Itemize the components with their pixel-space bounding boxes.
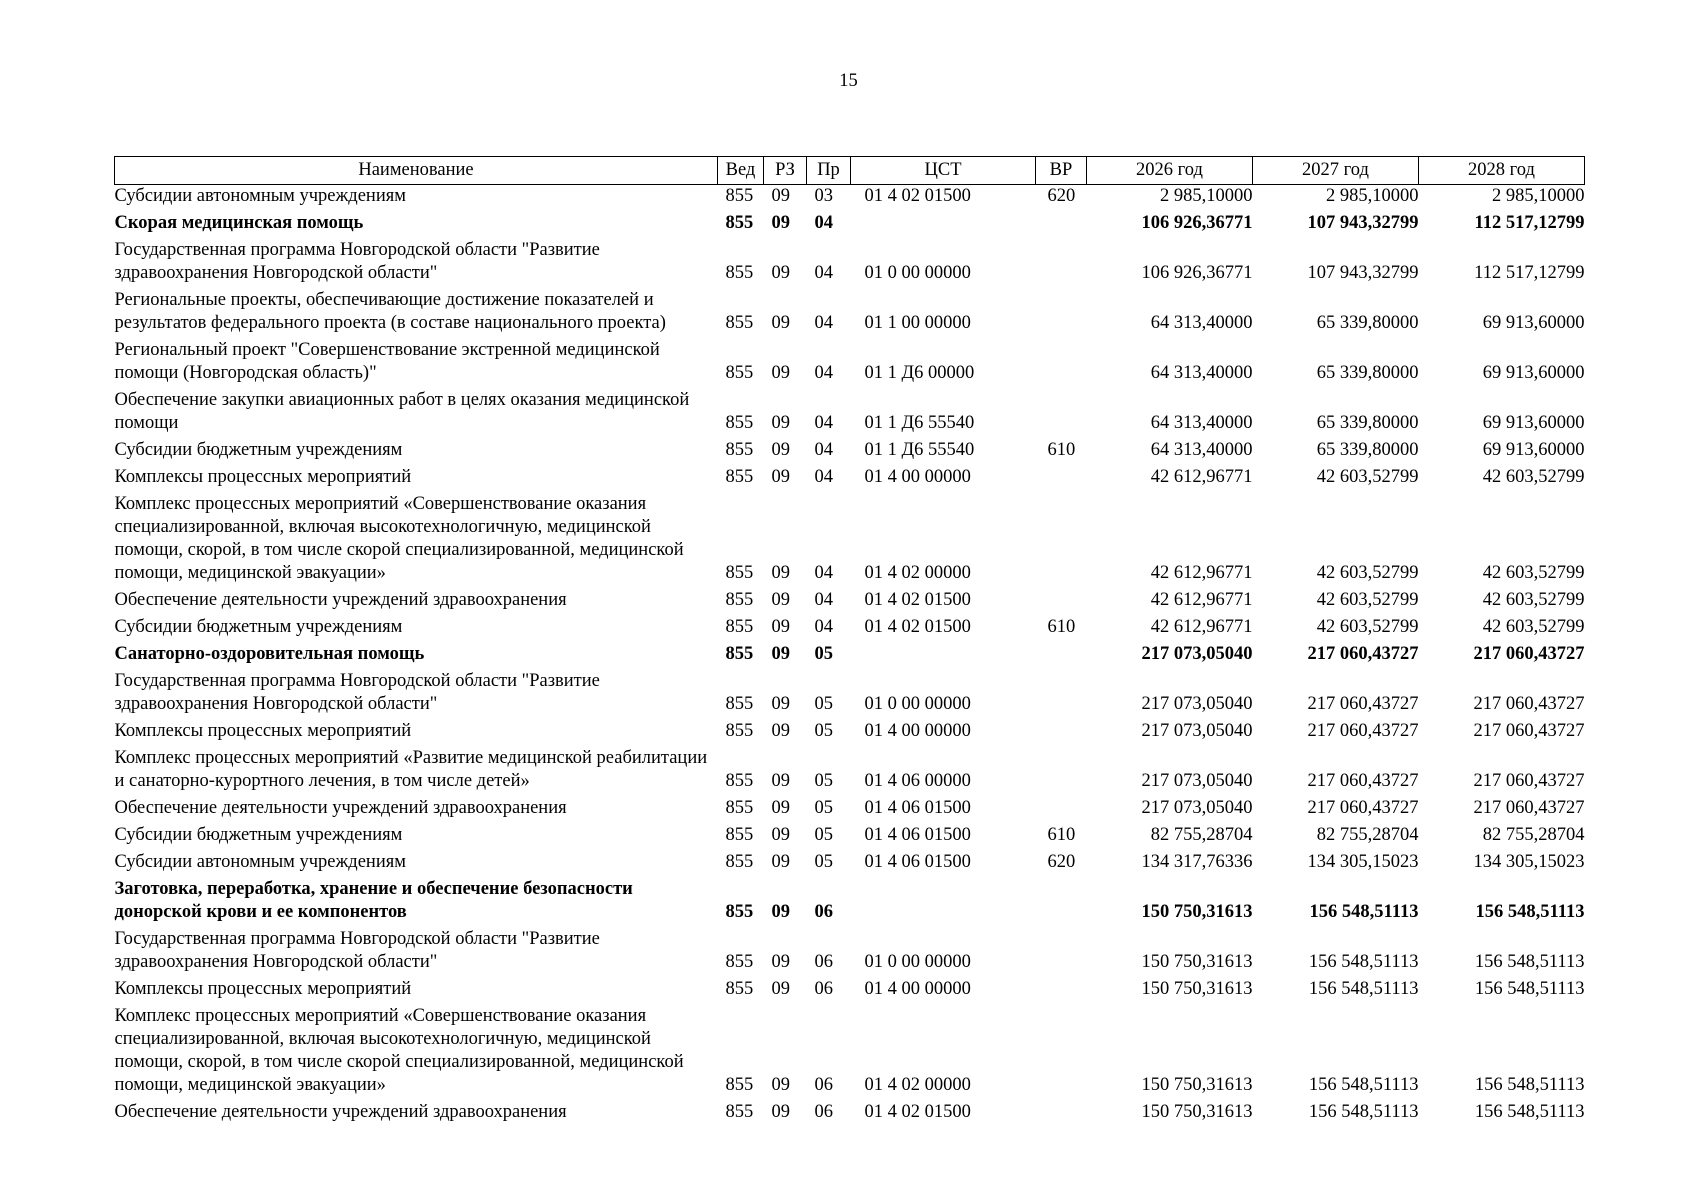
row-2026: 217 073,05040 xyxy=(1141,721,1253,741)
row-pr: 04 xyxy=(814,467,833,487)
row-2028: 217 060,43727 xyxy=(1473,798,1585,818)
row-cst xyxy=(851,208,1036,235)
row-2026: 217 073,05040 xyxy=(1141,644,1253,664)
header-name: Наименование xyxy=(115,157,718,185)
row-2026: 217 073,05040 xyxy=(1141,771,1253,791)
row-ved: 855 xyxy=(725,644,754,664)
table-row xyxy=(115,285,1585,335)
row-ved: 855 xyxy=(725,617,754,637)
table-row xyxy=(115,666,1585,716)
row-name: Комплекс процессных мероприятий «Совершенствование оказания специализированной, включая высокотехнологичную, медицинской помощи, скорой, в том числе скорой специализированной, медицинской помощи, медицинской эвакуации» xyxy=(114,1006,684,1095)
row-cst: 01 4 00 00000 xyxy=(864,979,971,999)
row-vr xyxy=(1036,666,1087,716)
row-ved: 855 xyxy=(725,694,754,714)
row-ved: 855 xyxy=(725,721,754,741)
row-ved: 855 xyxy=(725,590,754,610)
row-cst: 01 4 06 01500 xyxy=(864,852,971,872)
row-name: Региональные проекты, обеспечивающие достижение показателей и результатов федерального проекта (в составе национального проекта) xyxy=(114,290,666,333)
row-ved: 855 xyxy=(725,1102,754,1122)
row-2026: 64 313,40000 xyxy=(1150,363,1253,383)
table-row xyxy=(115,462,1585,489)
row-2028: 134 305,15023 xyxy=(1473,852,1585,872)
row-2028: 112 517,12799 xyxy=(1474,213,1585,233)
row-2027: 217 060,43727 xyxy=(1307,798,1419,818)
row-cst xyxy=(851,639,1036,666)
row-name: Субсидии бюджетным учреждениям xyxy=(114,440,403,460)
row-cst xyxy=(851,874,1036,924)
row-2028: 69 913,60000 xyxy=(1482,313,1585,333)
row-2028: 217 060,43727 xyxy=(1473,694,1585,714)
row-pr: 06 xyxy=(814,979,833,999)
row-2027: 65 339,80000 xyxy=(1316,363,1419,383)
row-pr: 04 xyxy=(814,213,833,233)
header-ved: Вед xyxy=(718,157,764,185)
table-row xyxy=(115,820,1585,847)
table-row xyxy=(115,612,1585,639)
table-row xyxy=(115,385,1585,435)
row-2026: 64 313,40000 xyxy=(1150,313,1253,333)
row-rz: 09 xyxy=(771,590,790,610)
header-cst: ЦСТ xyxy=(851,157,1036,185)
table-body xyxy=(115,185,1585,1125)
row-2026: 2 985,10000 xyxy=(1160,186,1253,206)
row-2026: 217 073,05040 xyxy=(1141,798,1253,818)
row-2026: 150 750,31613 xyxy=(1141,902,1253,922)
row-2026: 42 612,96771 xyxy=(1150,563,1253,583)
row-ved: 855 xyxy=(725,186,754,206)
table-row xyxy=(115,585,1585,612)
row-2028: 112 517,12799 xyxy=(1474,263,1585,283)
row-ved: 855 xyxy=(725,952,754,972)
row-2026: 106 926,36771 xyxy=(1141,263,1253,283)
row-name: Государственная программа Новгородской области "Развитие здравоохранения Новгородской области" xyxy=(114,240,600,283)
table-row xyxy=(115,974,1585,1001)
row-ved: 855 xyxy=(725,979,754,999)
row-2026: 64 313,40000 xyxy=(1150,413,1253,433)
row-2026: 150 750,31613 xyxy=(1141,1102,1253,1122)
row-name: Скорая медицинская помощь xyxy=(114,213,364,233)
row-2026: 150 750,31613 xyxy=(1141,952,1253,972)
row-name: Комплекс процессных мероприятий «Развитие медицинской реабилитации и санаторно-курортного лечения, в том числе детей» xyxy=(114,748,708,791)
row-vr xyxy=(1036,716,1087,743)
row-vr xyxy=(1036,924,1087,974)
row-name: Государственная программа Новгородской области "Развитие здравоохранения Новгородской области" xyxy=(114,671,600,714)
row-2026: 106 926,36771 xyxy=(1141,213,1253,233)
row-ved: 855 xyxy=(725,902,754,922)
row-ved: 855 xyxy=(725,213,754,233)
row-ved: 855 xyxy=(725,313,754,333)
row-name: Субсидии бюджетным учреждениям xyxy=(114,617,403,637)
row-ved: 855 xyxy=(725,467,754,487)
row-2028: 69 913,60000 xyxy=(1482,413,1585,433)
header-2026: 2026 год xyxy=(1087,157,1253,185)
row-ved: 855 xyxy=(725,852,754,872)
row-2028: 156 548,51113 xyxy=(1474,979,1585,999)
row-2026: 134 317,76336 xyxy=(1141,852,1253,872)
row-pr: 06 xyxy=(814,952,833,972)
table-row xyxy=(115,335,1585,385)
row-2026: 150 750,31613 xyxy=(1141,1075,1253,1095)
row-2027: 156 548,51113 xyxy=(1308,1075,1419,1095)
row-ved: 855 xyxy=(725,1075,754,1095)
row-rz: 09 xyxy=(771,213,790,233)
row-vr xyxy=(1036,639,1087,666)
row-2026: 217 073,05040 xyxy=(1141,694,1253,714)
row-cst: 01 1 Д6 55540 xyxy=(864,440,975,460)
row-pr: 04 xyxy=(814,563,833,583)
row-cst: 01 4 02 01500 xyxy=(864,1102,971,1122)
row-cst: 01 4 00 00000 xyxy=(864,467,971,487)
row-cst: 01 4 02 00000 xyxy=(864,1075,971,1095)
row-2028: 42 603,52799 xyxy=(1482,617,1585,637)
row-rz: 09 xyxy=(771,952,790,972)
row-pr: 06 xyxy=(814,1102,833,1122)
row-vr xyxy=(1036,285,1087,335)
row-vr xyxy=(1036,974,1087,1001)
row-rz: 09 xyxy=(771,563,790,583)
row-pr: 04 xyxy=(814,313,833,333)
row-rz: 09 xyxy=(771,721,790,741)
row-cst: 01 4 06 00000 xyxy=(864,771,971,791)
row-2027: 42 603,52799 xyxy=(1316,617,1419,637)
row-vr: 610 xyxy=(1047,440,1076,460)
table-row xyxy=(115,489,1585,585)
row-rz: 09 xyxy=(771,440,790,460)
row-2028: 42 603,52799 xyxy=(1482,467,1585,487)
page-number: 15 xyxy=(839,71,858,91)
row-2027: 65 339,80000 xyxy=(1316,413,1419,433)
row-rz: 09 xyxy=(771,798,790,818)
table-row xyxy=(115,1097,1585,1124)
row-vr xyxy=(1036,1097,1087,1124)
row-ved: 855 xyxy=(725,798,754,818)
row-name: Санаторно-оздоровительная помощь xyxy=(114,644,425,664)
row-2027: 156 548,51113 xyxy=(1308,1102,1419,1122)
row-pr: 05 xyxy=(814,825,833,845)
row-2027: 156 548,51113 xyxy=(1309,902,1419,922)
row-pr: 04 xyxy=(814,617,833,637)
row-2028: 42 603,52799 xyxy=(1482,563,1585,583)
row-2026: 150 750,31613 xyxy=(1141,979,1253,999)
row-cst: 01 4 02 00000 xyxy=(864,563,971,583)
row-cst: 01 0 00 00000 xyxy=(864,694,971,714)
row-rz: 09 xyxy=(771,644,790,664)
row-2027: 42 603,52799 xyxy=(1316,563,1419,583)
row-2028: 156 548,51113 xyxy=(1475,902,1585,922)
row-cst: 01 4 02 01500 xyxy=(864,617,971,637)
row-2028: 217 060,43727 xyxy=(1473,644,1585,664)
row-vr xyxy=(1036,793,1087,820)
row-rz: 09 xyxy=(771,694,790,714)
table-row xyxy=(115,1001,1585,1097)
row-2028: 156 548,51113 xyxy=(1474,1102,1585,1122)
row-name: Обеспечение деятельности учреждений здравоохранения xyxy=(114,590,567,610)
table-row xyxy=(115,639,1585,666)
row-name: Региональный проект "Совершенствование экстренной медицинской помощи (Новгородская область)" xyxy=(114,340,660,383)
header-2027: 2027 год xyxy=(1253,157,1419,185)
row-rz: 09 xyxy=(771,979,790,999)
row-ved: 855 xyxy=(725,440,754,460)
row-rz: 09 xyxy=(771,313,790,333)
row-pr: 05 xyxy=(814,644,833,664)
row-rz: 09 xyxy=(771,852,790,872)
row-pr: 06 xyxy=(814,1075,833,1095)
row-rz: 09 xyxy=(771,413,790,433)
table-row xyxy=(115,793,1585,820)
row-2027: 65 339,80000 xyxy=(1316,440,1419,460)
row-2027: 217 060,43727 xyxy=(1307,644,1419,664)
table-row xyxy=(115,743,1585,793)
row-vr xyxy=(1036,235,1087,285)
row-vr: 620 xyxy=(1047,186,1076,206)
row-rz: 09 xyxy=(771,363,790,383)
row-name: Заготовка, переработка, хранение и обеспечение безопасности донорской крови и ее компонентов xyxy=(114,879,633,922)
row-2028: 156 548,51113 xyxy=(1474,952,1585,972)
row-vr: 610 xyxy=(1047,825,1076,845)
row-2028: 69 913,60000 xyxy=(1482,440,1585,460)
row-pr: 05 xyxy=(814,721,833,741)
table-row xyxy=(115,847,1585,874)
row-vr xyxy=(1036,743,1087,793)
row-pr: 04 xyxy=(814,363,833,383)
row-cst: 01 0 00 00000 xyxy=(864,952,971,972)
row-cst: 01 1 Д6 55540 xyxy=(864,413,975,433)
table-row xyxy=(115,716,1585,743)
row-cst: 01 4 06 01500 xyxy=(864,798,971,818)
row-vr xyxy=(1036,874,1087,924)
row-name: Комплексы процессных мероприятий xyxy=(114,979,412,999)
row-cst: 01 0 00 00000 xyxy=(864,263,971,283)
row-pr: 04 xyxy=(814,263,833,283)
row-2027: 82 755,28704 xyxy=(1316,825,1419,845)
row-name: Субсидии бюджетным учреждениям xyxy=(114,825,403,845)
header-pr: Пр xyxy=(807,157,851,185)
row-pr: 04 xyxy=(814,590,833,610)
row-name: Обеспечение закупки авиационных работ в целях оказания медицинской помощи xyxy=(114,390,690,433)
row-2027: 134 305,15023 xyxy=(1307,852,1419,872)
row-2028: 42 603,52799 xyxy=(1482,590,1585,610)
row-2026: 64 313,40000 xyxy=(1150,440,1253,460)
row-pr: 04 xyxy=(814,440,833,460)
row-vr: 620 xyxy=(1047,852,1076,872)
row-pr: 05 xyxy=(814,852,833,872)
row-name: Комплекс процессных мероприятий «Совершенствование оказания специализированной, включая высокотехнологичную, медицинской помощи, скорой, в том числе скорой специализированной, медицинской помощи, медицинской эвакуации» xyxy=(114,494,684,583)
row-ved: 855 xyxy=(725,563,754,583)
header-2028: 2028 год xyxy=(1419,157,1585,185)
row-2028: 69 913,60000 xyxy=(1482,363,1585,383)
table-row xyxy=(115,185,1585,209)
row-pr: 05 xyxy=(814,694,833,714)
row-name: Государственная программа Новгородской области "Развитие здравоохранения Новгородской области" xyxy=(114,929,600,972)
row-rz: 09 xyxy=(771,1075,790,1095)
row-2027: 2 985,10000 xyxy=(1326,186,1419,206)
table-row xyxy=(115,208,1585,235)
row-rz: 09 xyxy=(771,186,790,206)
row-name: Субсидии автономным учреждениям xyxy=(114,186,406,206)
row-name: Обеспечение деятельности учреждений здравоохранения xyxy=(114,798,567,818)
row-vr xyxy=(1036,462,1087,489)
header-rz: РЗ xyxy=(764,157,807,185)
row-vr xyxy=(1036,585,1087,612)
row-vr xyxy=(1036,385,1087,435)
row-name: Комплексы процессных мероприятий xyxy=(114,721,412,741)
row-vr xyxy=(1036,489,1087,585)
row-2027: 42 603,52799 xyxy=(1316,467,1419,487)
table-row xyxy=(115,435,1585,462)
header-vr: ВР xyxy=(1036,157,1087,185)
row-2027: 217 060,43727 xyxy=(1307,721,1419,741)
row-pr: 05 xyxy=(814,771,833,791)
row-rz: 09 xyxy=(771,1102,790,1122)
row-2028: 156 548,51113 xyxy=(1474,1075,1585,1095)
row-2027: 107 943,32799 xyxy=(1307,213,1419,233)
table-row xyxy=(115,874,1585,924)
row-rz: 09 xyxy=(771,263,790,283)
row-ved: 855 xyxy=(725,825,754,845)
row-name: Обеспечение деятельности учреждений здравоохранения xyxy=(114,1102,567,1122)
row-2026: 82 755,28704 xyxy=(1150,825,1253,845)
row-pr: 04 xyxy=(814,413,833,433)
row-pr: 05 xyxy=(814,798,833,818)
row-vr xyxy=(1036,208,1087,235)
row-2027: 107 943,32799 xyxy=(1307,263,1419,283)
row-rz: 09 xyxy=(771,902,790,922)
row-2028: 217 060,43727 xyxy=(1473,721,1585,741)
row-rz: 09 xyxy=(771,771,790,791)
row-2026: 42 612,96771 xyxy=(1150,590,1253,610)
row-ved: 855 xyxy=(725,413,754,433)
row-2027: 156 548,51113 xyxy=(1308,979,1419,999)
row-cst: 01 4 00 00000 xyxy=(864,721,971,741)
row-vr xyxy=(1036,335,1087,385)
row-rz: 09 xyxy=(771,825,790,845)
row-rz: 09 xyxy=(771,617,790,637)
row-2027: 42 603,52799 xyxy=(1316,590,1419,610)
row-cst: 01 1 00 00000 xyxy=(864,313,971,333)
row-2028: 217 060,43727 xyxy=(1473,771,1585,791)
row-ved: 855 xyxy=(725,363,754,383)
row-2026: 42 612,96771 xyxy=(1150,467,1253,487)
row-2027: 156 548,51113 xyxy=(1308,952,1419,972)
row-pr: 06 xyxy=(814,902,833,922)
row-ved: 855 xyxy=(725,263,754,283)
row-rz: 09 xyxy=(771,467,790,487)
row-2027: 217 060,43727 xyxy=(1307,694,1419,714)
row-2027: 217 060,43727 xyxy=(1307,771,1419,791)
row-name: Субсидии автономным учреждениям xyxy=(114,852,406,872)
row-2028: 2 985,10000 xyxy=(1492,186,1585,206)
table-row xyxy=(115,235,1585,285)
row-cst: 01 4 02 01500 xyxy=(864,590,971,610)
row-vr xyxy=(1036,1001,1087,1097)
table-header-row xyxy=(115,157,1585,185)
row-2028: 82 755,28704 xyxy=(1482,825,1585,845)
row-pr: 03 xyxy=(814,186,833,206)
budget-table xyxy=(114,156,1585,1124)
row-cst: 01 1 Д6 00000 xyxy=(864,363,975,383)
row-ved: 855 xyxy=(725,771,754,791)
row-name: Комплексы процессных мероприятий xyxy=(114,467,412,487)
row-vr: 610 xyxy=(1047,617,1076,637)
row-2026: 42 612,96771 xyxy=(1150,617,1253,637)
table-row xyxy=(115,924,1585,974)
row-2027: 65 339,80000 xyxy=(1316,313,1419,333)
row-cst: 01 4 02 01500 xyxy=(864,186,971,206)
row-cst: 01 4 06 01500 xyxy=(864,825,971,845)
